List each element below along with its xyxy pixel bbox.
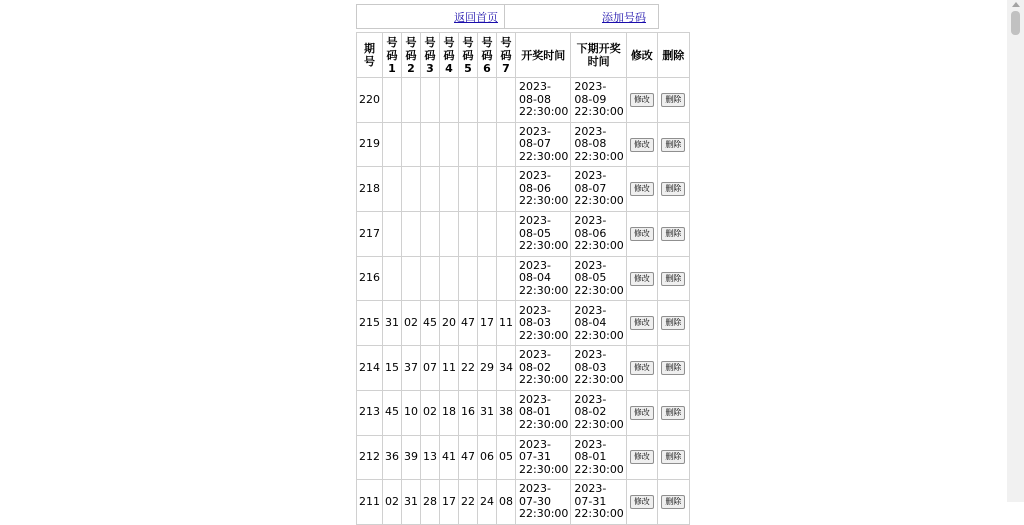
number-cell [421, 78, 440, 123]
lottery-table [356, 32, 690, 525]
number-cell: 16 [459, 390, 478, 435]
add-number-link[interactable]: 添加号码 [602, 10, 646, 24]
draw-day-part: 07-31 [519, 450, 551, 464]
number-cell: 45 [421, 301, 440, 346]
number-cell [459, 167, 478, 212]
next-time-part: 22:30:00 [574, 328, 624, 342]
draw-time-part: 22:30:00 [519, 462, 569, 476]
issue-cell: 212 [357, 435, 383, 480]
issue-cell: 211 [357, 480, 383, 525]
next-draw-time-cell [571, 78, 626, 123]
number-cell [497, 167, 516, 212]
delete-button[interactable]: 删除 [661, 361, 685, 375]
next-day-part: 07-31 [574, 494, 607, 508]
draw-time-cell [516, 167, 571, 212]
draw-time-part: 22:30:00 [519, 149, 569, 163]
next-draw-time-cell [571, 256, 626, 301]
table-row [357, 435, 690, 480]
edit-cell [626, 480, 657, 525]
next-draw-time-cell [571, 167, 626, 212]
number-cell [497, 256, 516, 301]
edit-button[interactable]: 修改 [630, 406, 654, 420]
table-row [357, 480, 690, 525]
issue-cell: 216 [357, 256, 383, 301]
number-cell [402, 212, 421, 257]
number-cell: 39 [402, 435, 421, 480]
next-date-part: 2023- [574, 348, 607, 362]
next-date-part: 2023- [574, 437, 607, 451]
table-row [357, 256, 690, 301]
number-cell: 10 [402, 390, 421, 435]
edit-button[interactable]: 修改 [630, 361, 654, 375]
draw-time-cell [516, 212, 571, 257]
next-date-part: 2023- [574, 214, 607, 228]
next-draw-time-cell [571, 122, 626, 167]
draw-time-cell [516, 301, 571, 346]
edit-cell [626, 78, 657, 123]
draw-date-part: 2023- [519, 169, 551, 183]
number-cell [440, 122, 459, 167]
issue-cell: 217 [357, 212, 383, 257]
edit-button[interactable]: 修改 [630, 227, 654, 241]
edit-cell [626, 435, 657, 480]
draw-day-part: 08-08 [519, 92, 551, 106]
number-cell: 17 [440, 480, 459, 525]
delete-cell [657, 167, 689, 212]
number-cell [478, 78, 497, 123]
number-cell [497, 122, 516, 167]
draw-date-part: 2023- [519, 124, 551, 138]
next-time-part: 22:30:00 [574, 239, 624, 253]
number-cell [421, 212, 440, 257]
draw-time-part: 22:30:00 [519, 417, 569, 431]
number-cell [478, 212, 497, 257]
table-row [357, 390, 690, 435]
number-cell [459, 212, 478, 257]
col-num3-header: 号码3 [421, 33, 440, 78]
draw-date-part: 2023- [519, 303, 551, 317]
edit-cell [626, 346, 657, 391]
edit-button[interactable]: 修改 [630, 316, 654, 330]
next-draw-time-cell [571, 480, 626, 525]
number-cell: 34 [497, 346, 516, 391]
number-cell [440, 167, 459, 212]
next-day-part: 08-03 [574, 360, 607, 374]
next-draw-time-cell [571, 435, 626, 480]
top-nav [356, 4, 659, 29]
edit-button[interactable]: 修改 [630, 450, 654, 464]
delete-cell [657, 212, 689, 257]
next-date-part: 2023- [574, 80, 607, 94]
next-day-part: 08-02 [574, 405, 607, 419]
next-time-part: 22:30:00 [574, 194, 624, 208]
table-row [357, 78, 690, 123]
draw-time-part: 22:30:00 [519, 283, 569, 297]
draw-time-part: 22:30:00 [519, 105, 569, 119]
next-day-part: 08-01 [574, 450, 607, 464]
number-cell: 45 [383, 390, 402, 435]
number-cell: 02 [421, 390, 440, 435]
table-row [357, 167, 690, 212]
issue-cell: 215 [357, 301, 383, 346]
delete-cell [657, 480, 689, 525]
next-time-part: 22:30:00 [574, 462, 624, 476]
number-cell [421, 122, 440, 167]
next-time-part: 22:30:00 [574, 373, 624, 387]
number-cell: 22 [459, 480, 478, 525]
delete-button[interactable]: 删除 [661, 93, 685, 107]
next-date-part: 2023- [574, 392, 607, 406]
number-cell: 11 [440, 346, 459, 391]
issue-cell: 220 [357, 78, 383, 123]
number-cell: 02 [402, 301, 421, 346]
number-cell [383, 167, 402, 212]
draw-time-cell [516, 435, 571, 480]
draw-day-part: 07-30 [519, 494, 551, 508]
draw-time-cell [516, 122, 571, 167]
edit-cell [626, 256, 657, 301]
number-cell: 11 [497, 301, 516, 346]
top-nav-left [357, 5, 504, 28]
next-time-part: 22:30:00 [574, 417, 624, 431]
number-cell: 02 [383, 480, 402, 525]
number-cell [440, 78, 459, 123]
draw-time-cell [516, 390, 571, 435]
number-cell: 38 [497, 390, 516, 435]
draw-day-part: 08-02 [519, 360, 551, 374]
number-cell [383, 212, 402, 257]
edit-cell [626, 167, 657, 212]
col-num2-header: 号码2 [402, 33, 421, 78]
next-date-part: 2023- [574, 303, 607, 317]
edit-cell [626, 122, 657, 167]
number-cell [459, 122, 478, 167]
delete-button[interactable]: 删除 [661, 450, 685, 464]
draw-time-cell [516, 78, 571, 123]
col-delete-header: 删除 [657, 33, 689, 78]
number-cell: 20 [440, 301, 459, 346]
number-cell [402, 167, 421, 212]
next-day-part: 08-07 [574, 181, 607, 195]
number-cell [421, 256, 440, 301]
scroll-up-arrow-icon[interactable] [1012, 2, 1020, 7]
next-draw-time-cell [571, 301, 626, 346]
number-cell [383, 122, 402, 167]
table-row [357, 122, 690, 167]
draw-time-cell [516, 256, 571, 301]
number-cell: 06 [478, 435, 497, 480]
draw-date-part: 2023- [519, 214, 551, 228]
number-cell [478, 167, 497, 212]
next-time-part: 22:30:00 [574, 105, 624, 119]
next-day-part: 08-09 [574, 92, 607, 106]
number-cell: 24 [478, 480, 497, 525]
top-nav-right [504, 5, 658, 28]
next-draw-time-cell [571, 212, 626, 257]
number-cell [478, 256, 497, 301]
next-draw-time-cell [571, 390, 626, 435]
col-num7-header: 号码7 [497, 33, 516, 78]
edit-button[interactable]: 修改 [630, 272, 654, 286]
issue-cell: 214 [357, 346, 383, 391]
next-day-part: 08-05 [574, 271, 607, 285]
number-cell: 47 [459, 301, 478, 346]
issue-cell: 213 [357, 390, 383, 435]
number-cell: 22 [459, 346, 478, 391]
number-cell: 47 [459, 435, 478, 480]
number-cell [497, 212, 516, 257]
draw-time-part: 22:30:00 [519, 373, 569, 387]
number-cell: 28 [421, 480, 440, 525]
next-time-part: 22:30:00 [574, 149, 624, 163]
number-cell [383, 78, 402, 123]
delete-cell [657, 78, 689, 123]
col-num4-header: 号码4 [440, 33, 459, 78]
col-next-draw-time-header: 下期开奖时间 [571, 33, 626, 78]
number-cell: 15 [383, 346, 402, 391]
scroll-thumb[interactable] [1011, 11, 1020, 35]
edit-button[interactable]: 修改 [630, 138, 654, 152]
draw-time-cell [516, 346, 571, 391]
number-cell: 36 [383, 435, 402, 480]
col-num6-header: 号码6 [478, 33, 497, 78]
draw-day-part: 08-01 [519, 405, 551, 419]
draw-time-part: 22:30:00 [519, 239, 569, 253]
number-cell [402, 256, 421, 301]
draw-date-part: 2023- [519, 258, 551, 272]
number-cell: 08 [497, 480, 516, 525]
next-day-part: 08-04 [574, 316, 607, 330]
number-cell: 18 [440, 390, 459, 435]
next-time-part: 22:30:00 [574, 507, 624, 521]
number-cell [478, 122, 497, 167]
delete-cell [657, 435, 689, 480]
next-day-part: 08-08 [574, 137, 607, 151]
number-cell [459, 78, 478, 123]
draw-date-part: 2023- [519, 80, 551, 94]
delete-cell [657, 390, 689, 435]
col-issue-header: 期号 [357, 33, 383, 78]
col-draw-time-header: 开奖时间 [516, 33, 571, 78]
next-date-part: 2023- [574, 482, 607, 496]
number-cell: 17 [478, 301, 497, 346]
number-cell: 29 [478, 346, 497, 391]
col-num1-header: 号码1 [383, 33, 402, 78]
draw-time-part: 22:30:00 [519, 328, 569, 342]
draw-date-part: 2023- [519, 348, 551, 362]
number-cell [402, 122, 421, 167]
edit-button[interactable]: 修改 [630, 93, 654, 107]
draw-time-cell [516, 480, 571, 525]
draw-day-part: 08-04 [519, 271, 551, 285]
delete-cell [657, 301, 689, 346]
issue-cell: 218 [357, 167, 383, 212]
next-time-part: 22:30:00 [574, 283, 624, 297]
edit-button[interactable]: 修改 [630, 495, 654, 509]
delete-button[interactable]: 删除 [661, 227, 685, 241]
issue-cell: 219 [357, 122, 383, 167]
number-cell [440, 212, 459, 257]
draw-date-part: 2023- [519, 437, 551, 451]
number-cell [421, 167, 440, 212]
number-cell: 13 [421, 435, 440, 480]
draw-day-part: 08-07 [519, 137, 551, 151]
number-cell: 41 [440, 435, 459, 480]
delete-button[interactable]: 删除 [661, 316, 685, 330]
number-cell: 31 [383, 301, 402, 346]
draw-time-part: 22:30:00 [519, 507, 569, 521]
delete-button[interactable]: 删除 [661, 138, 685, 152]
number-cell: 31 [478, 390, 497, 435]
next-day-part: 08-06 [574, 226, 607, 240]
next-date-part: 2023- [574, 258, 607, 272]
back-home-link[interactable]: 返回首页 [454, 10, 498, 24]
delete-cell [657, 256, 689, 301]
draw-day-part: 08-03 [519, 316, 551, 330]
next-date-part: 2023- [574, 169, 607, 183]
edit-cell [626, 212, 657, 257]
number-cell [383, 256, 402, 301]
delete-button[interactable]: 删除 [661, 272, 685, 286]
delete-button[interactable]: 删除 [661, 495, 685, 509]
col-edit-header: 修改 [626, 33, 657, 78]
table-row [357, 301, 690, 346]
draw-date-part: 2023- [519, 392, 551, 406]
table-body [357, 78, 690, 525]
number-cell: 37 [402, 346, 421, 391]
vertical-scrollbar[interactable] [1007, 0, 1024, 502]
delete-button[interactable]: 删除 [661, 182, 685, 196]
delete-button[interactable]: 删除 [661, 406, 685, 420]
draw-day-part: 08-05 [519, 226, 551, 240]
next-date-part: 2023- [574, 124, 607, 138]
delete-cell [657, 122, 689, 167]
edit-cell [626, 301, 657, 346]
next-draw-time-cell [571, 346, 626, 391]
number-cell [459, 256, 478, 301]
number-cell [440, 256, 459, 301]
number-cell [402, 78, 421, 123]
number-cell [497, 78, 516, 123]
table-row [357, 346, 690, 391]
number-cell: 07 [421, 346, 440, 391]
delete-cell [657, 346, 689, 391]
draw-time-part: 22:30:00 [519, 194, 569, 208]
draw-date-part: 2023- [519, 482, 551, 496]
edit-cell [626, 390, 657, 435]
col-num5-header: 号码5 [459, 33, 478, 78]
number-cell: 05 [497, 435, 516, 480]
edit-button[interactable]: 修改 [630, 182, 654, 196]
table-row [357, 212, 690, 257]
number-cell: 31 [402, 480, 421, 525]
lottery-table-wrapper [356, 32, 690, 525]
draw-day-part: 08-06 [519, 181, 551, 195]
table-header-row [357, 33, 690, 78]
